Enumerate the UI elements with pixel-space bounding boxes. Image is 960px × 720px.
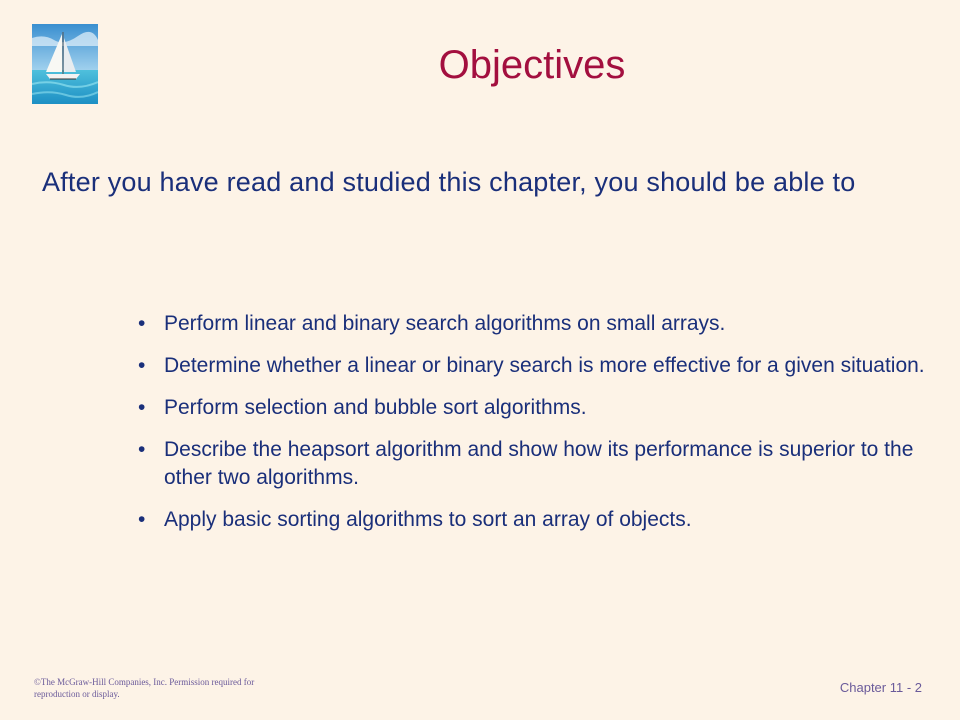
bullet-icon: •	[138, 508, 146, 531]
list-item	[138, 310, 938, 338]
objective-text: Describe the heapsort algorithm and show how its performance is superior to the other two algorithms.	[164, 438, 914, 489]
bullet-icon: •	[138, 396, 146, 419]
list-item	[138, 394, 938, 422]
objective-text: Perform linear and binary search algorithms on small arrays.	[164, 312, 726, 335]
list-item	[138, 352, 938, 380]
page-number: Chapter 11 - 2	[839, 680, 922, 695]
objective-text: Perform selection and bubble sort algorithms.	[164, 396, 587, 419]
copyright-notice: ©The McGraw-Hill Companies, Inc. Permission required for reproduction or display.	[34, 677, 255, 699]
objectives-list	[138, 310, 938, 548]
bullet-icon: •	[138, 312, 146, 335]
list-item	[138, 506, 938, 534]
objective-text: Apply basic sorting algorithms to sort an array of objects.	[164, 508, 692, 531]
bullet-icon: •	[138, 354, 146, 377]
intro-text: After you have read and studied this chapter, you should be able to	[42, 167, 856, 197]
objective-text: Determine whether a linear or binary search is more effective for a given situation.	[164, 354, 925, 377]
list-item	[138, 436, 938, 492]
bullet-icon: •	[138, 438, 146, 461]
slide-title: Objectives	[438, 43, 626, 87]
